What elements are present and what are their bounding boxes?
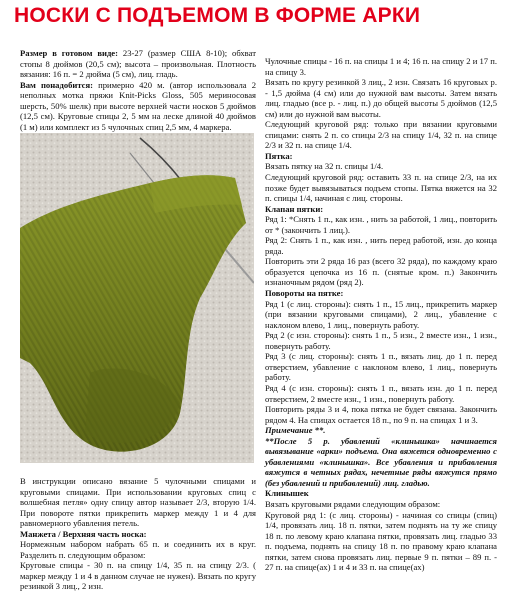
paragraph-text: Ряд 3 (с лиц. стороны): снять 1 п., вязать лиц. до 1 п. перед отверстием, убавление с наклоном влево, 1 лиц., повернуть работу.: [265, 351, 497, 383]
paragraph: [265, 77, 497, 119]
paragraph-text: Повторить эти 2 ряда 16 раз (всего 32 ряда), по каждому краю образуется цепочка из 16 п. (снятые кром. п.) Закончить изнаночным рядом (ряд 2).: [265, 256, 497, 288]
paragraph-heading: Вам понадобится:: [20, 79, 94, 90]
paragraph-text: Ряд 4 (с изн. стороны): снять 1 п., вязать изн. до 1 п. перед отверстием, 2 вместе изн., 1 изн., повернуть работу.: [265, 382, 497, 404]
paragraph: [265, 499, 497, 510]
paragraph: [265, 299, 497, 331]
paragraph-text: Круговой ряд 1: (с лиц. стороны) - начиная со спицы (спиц) 1/4, провязать лиц. 18 п. пятки, затем поднять на ту же спицу 18 п. по левому краю клапана пятки, провязать лиц. гладью 33 п. подъема, поднять на спицу 18 п. по правому краю клапана пятки, затем снова провязать лиц. первые 9 п. пятки – 89 п. - 27 п. на спице(ах) 1 и 4 и 33 п. на спице(ах): [265, 509, 497, 573]
paragraph: [265, 204, 497, 215]
paragraph-heading: Манжета / Верхняя часть носка:: [20, 528, 147, 539]
paragraph-text: Нормежным набором набрать 65 п. и соединить их в круг. Разделить п. следующим образом:: [20, 539, 256, 560]
paragraph-text: Повторить ряды 3 и 4, пока пятка не будет связана. Закончить рядом 4. На спицах остается 18 п., по 9 п. на спицах 1 и 3.: [265, 404, 497, 425]
paragraph: [265, 488, 497, 499]
paragraph: [265, 214, 497, 235]
paragraph: [265, 56, 497, 77]
paragraph: [20, 529, 256, 540]
paragraph: [20, 80, 256, 133]
left-column-top: [20, 48, 256, 132]
paragraph: [265, 425, 497, 436]
paragraph-text: Круговые спицы - 30 п. на спицу 1/4, 35 п. на спицу 2/3. ( маркер между 1 и 4 в данном случае не нужен). Вязать по кругу резинкой 3 лиц., 2 изн.: [20, 560, 256, 592]
paragraph-text: Вязать пятку на 32 п. спицы 1/4.: [265, 161, 384, 172]
paragraph-text: Ряд 2: Снять 1 п., как изн. , нить перед работой, изн. до конца ряда.: [265, 235, 497, 256]
paragraph: [265, 404, 497, 425]
paragraph: [265, 351, 497, 383]
paragraph-text: Следующий круговой ряд: оставить 33 п. на спице 2/3, на их позже будет вывязываться подъем стопы. Пятка вяжется на 32 п. спицы 1/4, начиная с лиц. стороны.: [265, 172, 497, 204]
right-column: [265, 56, 497, 573]
paragraph: [20, 48, 256, 80]
sock-photo: [20, 133, 254, 463]
paragraph-text: Вязать по кругу резинкой 3 лиц., 2 изн. Связать 16 круговых р. - 1,5 дюйма (4 см) или до нужной вам высоты. Затем вязать лиц. гладью (все р. - лиц. п.) до общей высоты 5 дюймов (12,5 см) или до нужной вам высоты.: [265, 77, 497, 119]
paragraph: [265, 151, 497, 162]
paragraph: [265, 161, 497, 172]
page-title: НОСКИ С ПОДЪЕМОМ В ФОРМЕ АРКИ: [14, 4, 421, 27]
paragraph: [265, 172, 497, 204]
paragraph: [265, 510, 497, 573]
paragraph: [265, 288, 497, 299]
paragraph-heading: Клинышек: [265, 488, 309, 499]
paragraph: [265, 256, 497, 288]
paragraph-text: **После 5 р. убавлений «клинышка» начинается вывязывание «арки» подъема. Она вяжется одновременно с убавлениями «клинышка». Все убавления и прибавления вяжутся в четных рядах, нечетные ряды вяжутся прямо (без убавлений и прибавлений) лиц. гладью.: [265, 435, 497, 488]
paragraph-heading: Повороты на пятке:: [265, 288, 344, 299]
paragraph: [20, 539, 256, 560]
paragraph-text: Вязать круговыми рядами следующим образом:: [265, 498, 441, 509]
paragraph: [265, 119, 497, 151]
paragraph-text: Ряд 2 (с изн. стороны): снять 1 п., 5 изн., 2 вместе изн., 1 изн., повернуть работу.: [265, 330, 497, 351]
paragraph-heading: Пятка:: [265, 150, 293, 161]
paragraph-text: Ряд 1: *Снять 1 п., как изн. , нить за работой, 1 лиц., повторить от * (закончить 1 лиц.).: [265, 214, 497, 235]
paragraph-text: примерно 420 м. (автор использовала 2 неполных мотка пряжи Knit-Picks Gloss, 505 мериносовая шерсть, 50% шелк) при высоте верхней части носков 5 дюймов (12,5 см). Круговые спицы 2, 5 мм на леске длиной 40 дюймов (1 м) или комплект из 5 чулочных спиц 2,5 мм, 4 маркера.: [20, 79, 256, 132]
paragraph-text: В инструкции описано вязание 5 чулочными спицами и круговыми спицами. При использовании круговых спиц с волшебная петля» одну спицу автор называет 2/3, вторую 1/4. При повороте пятки прикрепить маркер между 1 и 4 для равномерного убавления петель.: [20, 476, 256, 529]
paragraph-heading: Клапан пятки:: [265, 203, 324, 214]
paragraph-text: Следующий круговой ряд: только при вязании круговыми спицами: снять 2 п. со спицы 2/3 на спицу 1/4, 32 п. на спице 2/3 и 32 п. на спице 1/4.: [265, 119, 497, 151]
left-column-bottom: [20, 476, 256, 592]
paragraph-text: Чулочные спицы - 16 п. на спицы 1 и 4; 16 п. на спицу 2 и 17 п. на спицу 3.: [265, 56, 497, 77]
paragraph: [265, 330, 497, 351]
paragraph-heading: Примечание **.: [265, 425, 326, 436]
paragraph-heading: Размер в готовом виде:: [20, 48, 118, 58]
paragraph: [20, 560, 256, 592]
paragraph-text: 23-27 (размер США 8-10); обхват стопы 8 дюймов (20,5 см); высота – произвольная. Плотность вязания: 16 п. = 2 дюйма (5 см), лиц. гладь.: [20, 48, 256, 80]
paragraph: [265, 436, 497, 489]
paragraph: [20, 476, 256, 529]
sock-photo-illustration: [20, 133, 254, 463]
paragraph-text: Ряд 1 (с лиц. стороны): снять 1 п., 15 лиц., прикрепить маркер (при вязании круговыми спицами), 2 лиц., убавление с наклоном влево, 1 лиц., повернуть работу.: [265, 298, 497, 330]
paragraph: [265, 383, 497, 404]
paragraph: [265, 235, 497, 256]
